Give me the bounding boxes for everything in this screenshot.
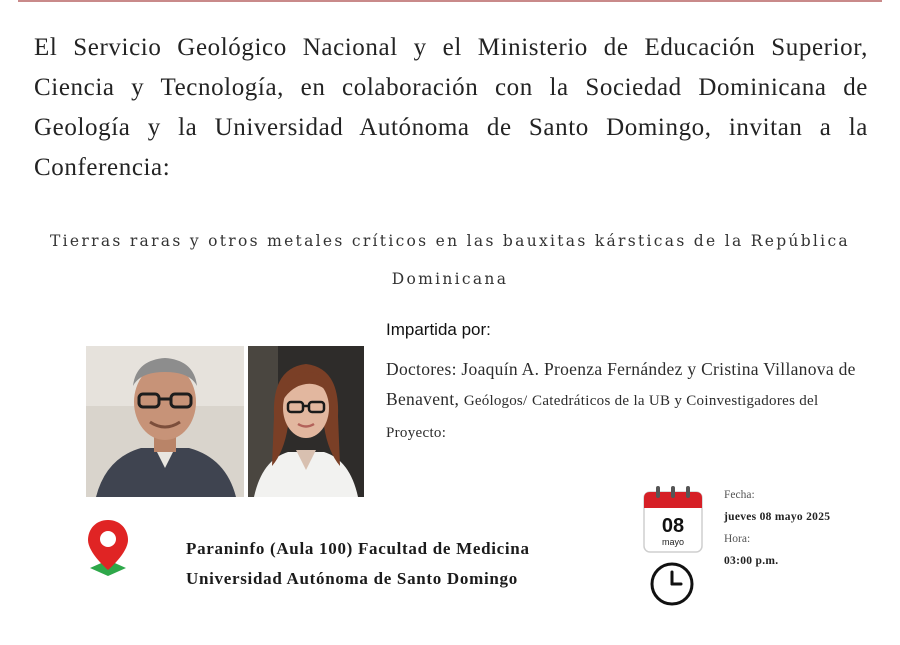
calendar-month: mayo — [661, 537, 685, 547]
venue-address — [186, 534, 530, 594]
venue-line-1: Paraninfo (Aula 100) Facultad de Medicina — [186, 539, 530, 558]
top-divider — [18, 0, 882, 2]
date-value: jueves 08 mayo 2025 — [724, 511, 831, 523]
conference-title: Tierras raras y otros metales críticos en las bauxitas kársticas de la República Dominicana — [50, 232, 850, 288]
speaker-role-1: Geólogos/ — [463, 393, 528, 409]
speaker-details — [386, 354, 856, 448]
speaker-photo-1 — [86, 346, 244, 497]
speaker-label: Impartida por: — [386, 320, 491, 339]
calendar-icon — [642, 484, 704, 554]
time-value: 03:00 p.m. — [724, 555, 779, 567]
calendar-day: 08 — [661, 515, 685, 537]
clock-icon — [648, 560, 696, 608]
event-schedule — [724, 484, 844, 572]
invitation-text: El Servicio Geológico Nacional y el Ministerio de Educación Superior, Ciencia y Tecnología, en colaboración con la Sociedad Dominicana de Geología y la Universidad Autónoma de Santo Domingo, invitan a la Conferencia: — [34, 34, 868, 181]
venue-line-2: Universidad Autónoma de Santo Domingo — [186, 569, 518, 588]
date-label: Fecha: — [724, 489, 755, 501]
speaker-photo-2 — [248, 346, 364, 497]
time-label: Hora: — [724, 533, 751, 545]
location-pin-icon — [86, 518, 130, 580]
speaker-role-2: Catedráticos de la UB y Coinvestigadores del Proyecto: — [386, 393, 819, 441]
speaker-names: Doctores: Joaquín A. Proenza Fernández y Cristina Villanova de Benavent, — [386, 359, 856, 409]
